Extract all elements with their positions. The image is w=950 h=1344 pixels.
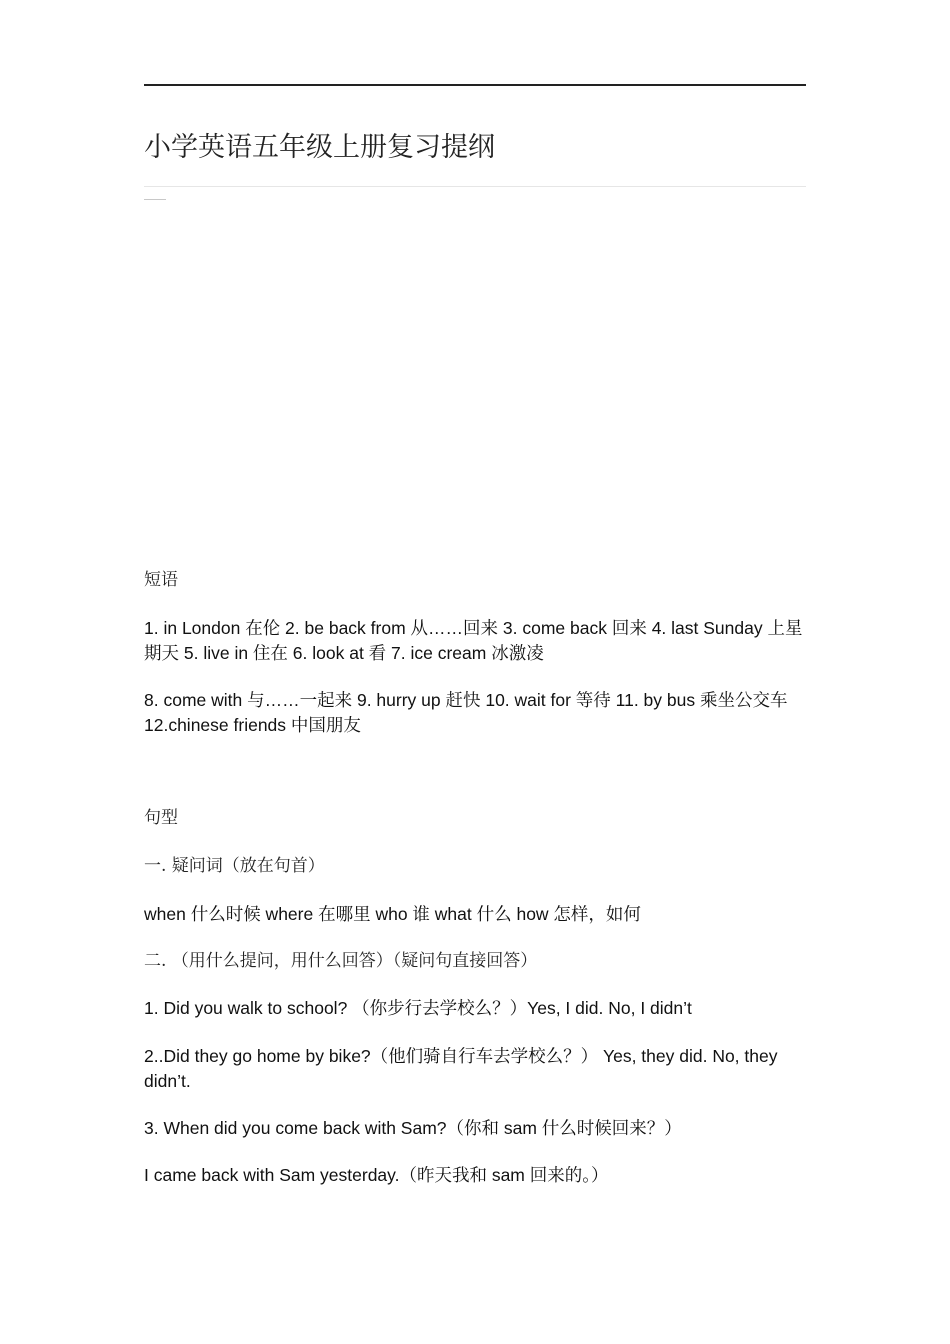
document-title: 小学英语五年级上册复习提纲	[144, 132, 495, 163]
phrases-line-2: 8. come with 与……一起来 9. hurry up 赶快 10. wait for 等待 11. by bus 乘坐公交车 12.chinese friends 中国朋友	[144, 690, 788, 735]
header-rule	[144, 84, 806, 86]
title-divider	[144, 186, 806, 187]
example-3: 3. When did you come back with Sam?（你和 sam 什么时候回来？）	[144, 1118, 682, 1138]
phrases-line-1: 1. in London 在伦 2. be back from 从……回来 3. come back 回来 4. last Sunday 上星期天 5. live in 住在 6. look at 看 7. ice cream 冰激凌	[144, 618, 803, 663]
section-1-title: 一. 疑问词（放在句首）	[144, 856, 325, 876]
faint-mark	[144, 199, 166, 200]
example-3-answer: I came back with Sam yesterday.（昨天我和 sam 回来的。）	[144, 1165, 609, 1185]
section-2-title: 二. （用什么提问，用什么回答）（疑问句直接回答）	[144, 951, 538, 971]
question-words-line: when 什么时候 where 在哪里 who 谁 what 什么 how 怎样，如何	[144, 904, 641, 924]
example-1: 1. Did you walk to school? （你步行去学校么？）Yes, I did. No, I didn’t	[144, 998, 692, 1018]
example-2: 2..Did they go home by bike?（他们骑自行车去学校么？） Yes, they did. No, they didn’t.	[144, 1046, 778, 1091]
sentences-heading: 句型	[144, 808, 178, 828]
phrases-heading: 短语	[144, 570, 178, 590]
